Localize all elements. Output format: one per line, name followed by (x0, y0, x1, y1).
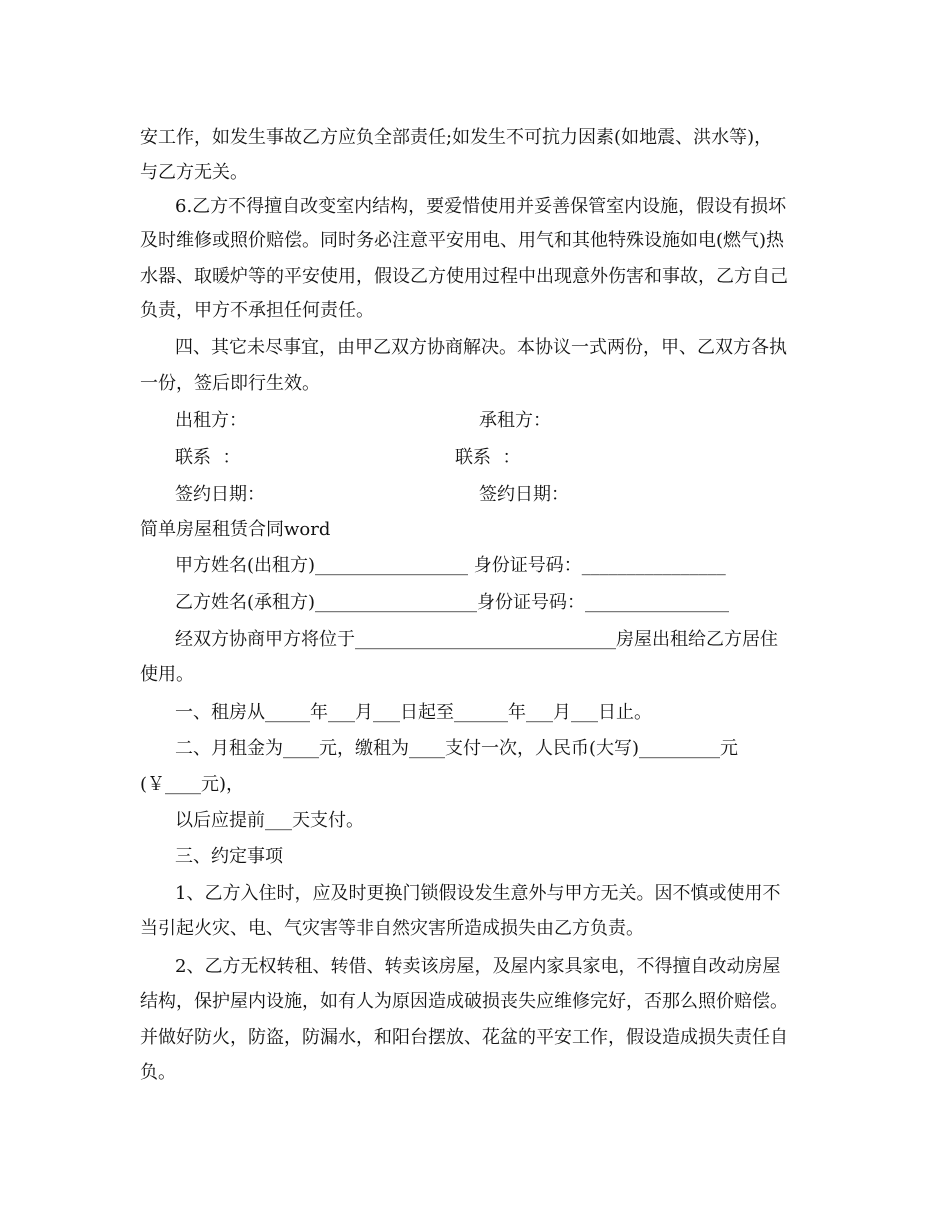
lessor-label: 出租方： (175, 410, 247, 431)
paragraph-line: 二、月租金为____元，缴租为____支付一次，人民币(大写)_________元 (175, 738, 739, 759)
field-line: 甲方姓名(出租方)_________________ 身份证号码：________________ (175, 555, 726, 576)
paragraph-line: 安工作，如发生事故乙方应负全部责任;如发生不可抗力因素(如地震、洪水等)， (140, 127, 773, 148)
paragraph-line: 及时维修或照价赔偿。同时务必注意平安用电、用气和其他特殊设施如电(燃气)热 (140, 230, 785, 251)
paragraph-line: 负责，甲方不承担任何责任。 (140, 300, 374, 321)
paragraph-line: 并做好防火，防盗，防漏水，和阳台摆放、花盆的平安工作，假设造成损失责任自 (140, 1027, 788, 1048)
paragraph-line: 1、乙方入住时，应及时更换门锁假设发生意外与甲方无关。因不慎或使用不 (175, 883, 781, 904)
paragraph-line: (￥____元)， (140, 774, 245, 795)
lessee-label: 承租方： (479, 410, 551, 431)
section-heading: 三、约定事项 (175, 846, 283, 867)
paragraph-line: 6.乙方不得擅自改变室内结构，要爱惜使用并妥善保管室内设施，假设有损坏 (175, 196, 787, 217)
sign-date-right: 签约日期： (479, 484, 569, 505)
sign-date-left: 签约日期： (175, 484, 265, 505)
contact-label-left: 联系 ： (175, 447, 241, 468)
paragraph-line: 四、其它未尽事宜，由甲乙双方协商解决。本协议一式两份，甲、乙双方各执 (175, 337, 787, 358)
paragraph-line: 与乙方无关。 (140, 162, 248, 183)
paragraph-line: 当引起火灾、电、气灾害等非自然灾害所造成损失由乙方负责。 (140, 918, 644, 939)
contact-label-right: 联系 ： (455, 447, 521, 468)
paragraph-line: 2、乙方无权转租、转借、转卖该房屋，及屋内家具家电，不得擅自改动房屋 (175, 956, 781, 977)
paragraph-line: 一份，签后即行生效。 (140, 373, 320, 394)
paragraph-line: 水器、取暖炉等的平安使用，假设乙方使用过程中出现意外伤害和事故，乙方自己 (140, 266, 788, 287)
paragraph-line: 一、租房从_____年___月___日起至______年___月___日止。 (175, 702, 652, 723)
field-line: 乙方姓名(承租方)__________________身份证号码：________________ (175, 592, 730, 613)
paragraph-line: 以后应提前___天支付。 (175, 810, 364, 831)
paragraph-line: 负。 (140, 1062, 176, 1083)
section-title: 简单房屋租赁合同word (140, 519, 331, 540)
paragraph-line: 使用。 (140, 664, 194, 685)
paragraph-line: 结构，保护屋内设施，如有人为原因造成破损丧失应维修完好，否那么照价赔偿。 (140, 991, 788, 1012)
paragraph-line: 经双方协商甲方将位于_____________________________房屋出租给乙方居住 (175, 629, 778, 650)
